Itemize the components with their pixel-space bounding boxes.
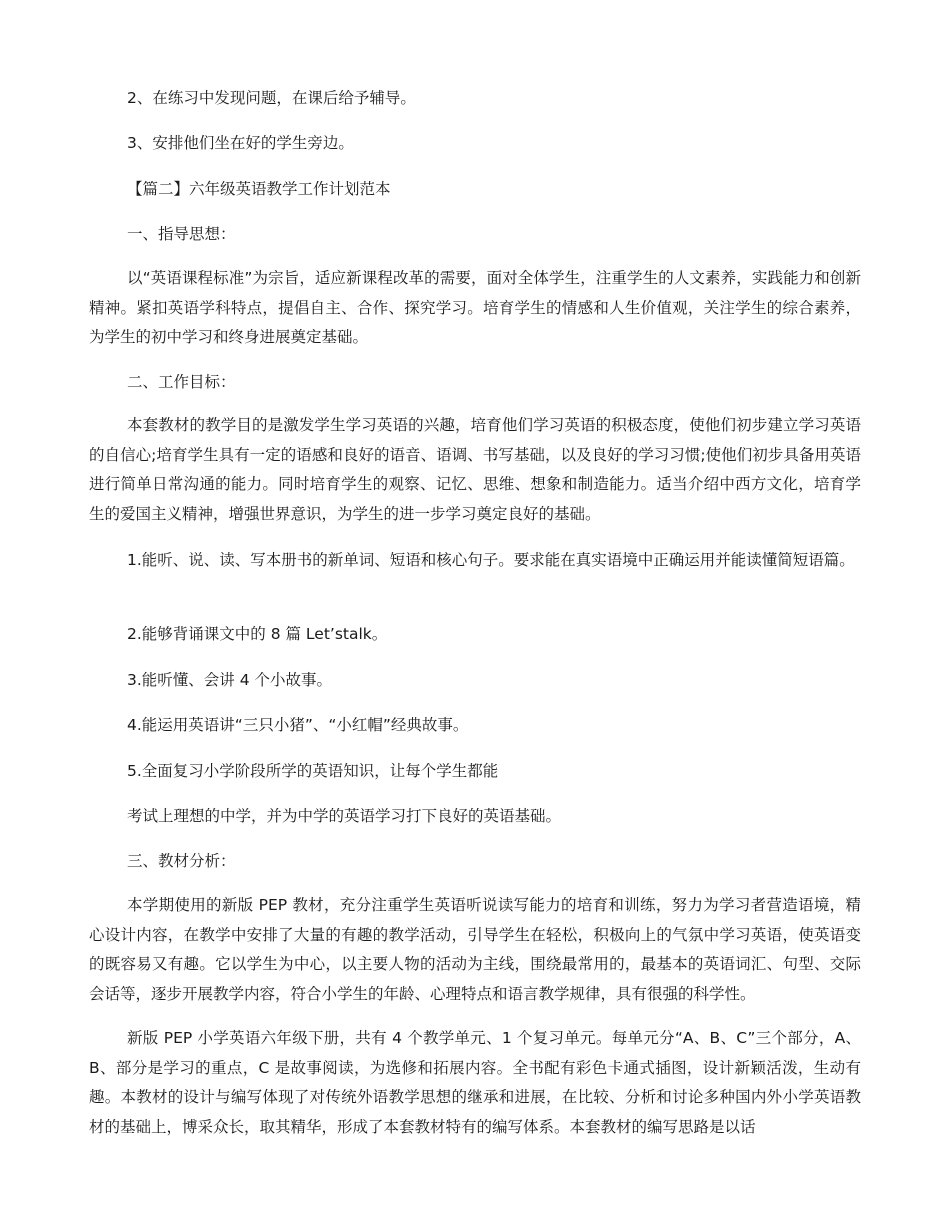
heading-textbook-analysis: 三、教材分析： <box>127 852 236 870</box>
goal-item-4: 4.能运用英语讲“三只小猪”、“小红帽”经典故事。 <box>127 716 469 734</box>
goal-item-3: 3.能听懂、会讲 4 个小故事。 <box>127 671 333 689</box>
paragraph-tip-2: 2、在练习中发现问题，在课后给予辅导。 <box>127 89 416 107</box>
section-title: 【篇二】六年级英语教学工作计划范本 <box>127 180 391 198</box>
paragraph-textbook-analysis: 本学期使用的新版 PEP 教材，充分注重学生英语听说读写能力的培育和训练，努力为学习者营造语境，精心设计内容，在教学中安排了大量的有趣的教学活动，引导学生在轻松，积极向上的气氛中学习英语，使英语变的既容易又有趣。它以学生为中心，以主要人物的活动为主线，围绕最常用的，最基本的英语词汇、句型、交际会话等，逐步开展教学内容，符合小学生的年龄、心理特点和语言教学规律，具有很强的科学性。 <box>89 896 861 1003</box>
paragraph-tip-3: 3、安排他们坐在好的学生旁边。 <box>127 134 354 152</box>
heading-work-goals: 二、工作目标： <box>127 373 236 391</box>
heading-guiding-thought: 一、指导思想： <box>127 225 236 243</box>
goal-item-1: 1.能听、说、读、写本册书的新单词、短语和核心句子。要求能在真实语境中正确运用并能读懂简短语篇。 <box>127 551 855 569</box>
goal-item-5: 5.全面复习小学阶段所学的英语知识，让每个学生都能 <box>127 762 499 780</box>
paragraph-work-goals: 本套教材的教学目的是激发学生学习英语的兴趣，培育他们学习英语的积极态度，使他们初步建立学习英语的自信心;培育学生具有一定的语感和良好的语音、语调、书写基础，以及良好的学习习惯;使他们初步具备用英语进行简单日常沟通的能力。同时培育学生的观察、记忆、思维、想象和制造能力。适当介绍中西方文化，培育学生的爱国主义精神，增强世界意识，为学生的进一步学习奠定良好的基础。 <box>89 416 861 523</box>
paragraph-guiding-thought: 以“英语课程标准”为宗旨，适应新课程改革的需要，面对全体学生，注重学生的人文素养，实践能力和创新精神。紧扣英语学科特点，提倡自主、合作、探究学习。培育学生的情感和人生价值观，关注学生的综合素养，为学生的初中学习和终身进展奠定基础。 <box>89 269 861 346</box>
paragraph-continuation: 考试上理想的中学，并为中学的英语学习打下良好的英语基础。 <box>127 807 562 825</box>
goal-item-2: 2.能够背诵课文中的 8 篇 Let’stalk。 <box>127 625 388 643</box>
paragraph-textbook-structure: 新版 PEP 小学英语六年级下册，共有 4 个教学单元、1 个复习单元。每单元分“A、B、C”三个部分，A、B、部分是学习的重点，C 是故事阅读，为选修和拓展内容。全书配有彩色卡通式插图，设计新颖活泼，生动有趣。本教材的设计与编写体现了对传统外语教学思想的继承和进展，在比较、分析和讨论多种国内外小学英语教材的基础上，博采众长，取其精华，形成了本套教材特有的编写体系。本套教材的编写思路是以话 <box>89 1029 861 1136</box>
